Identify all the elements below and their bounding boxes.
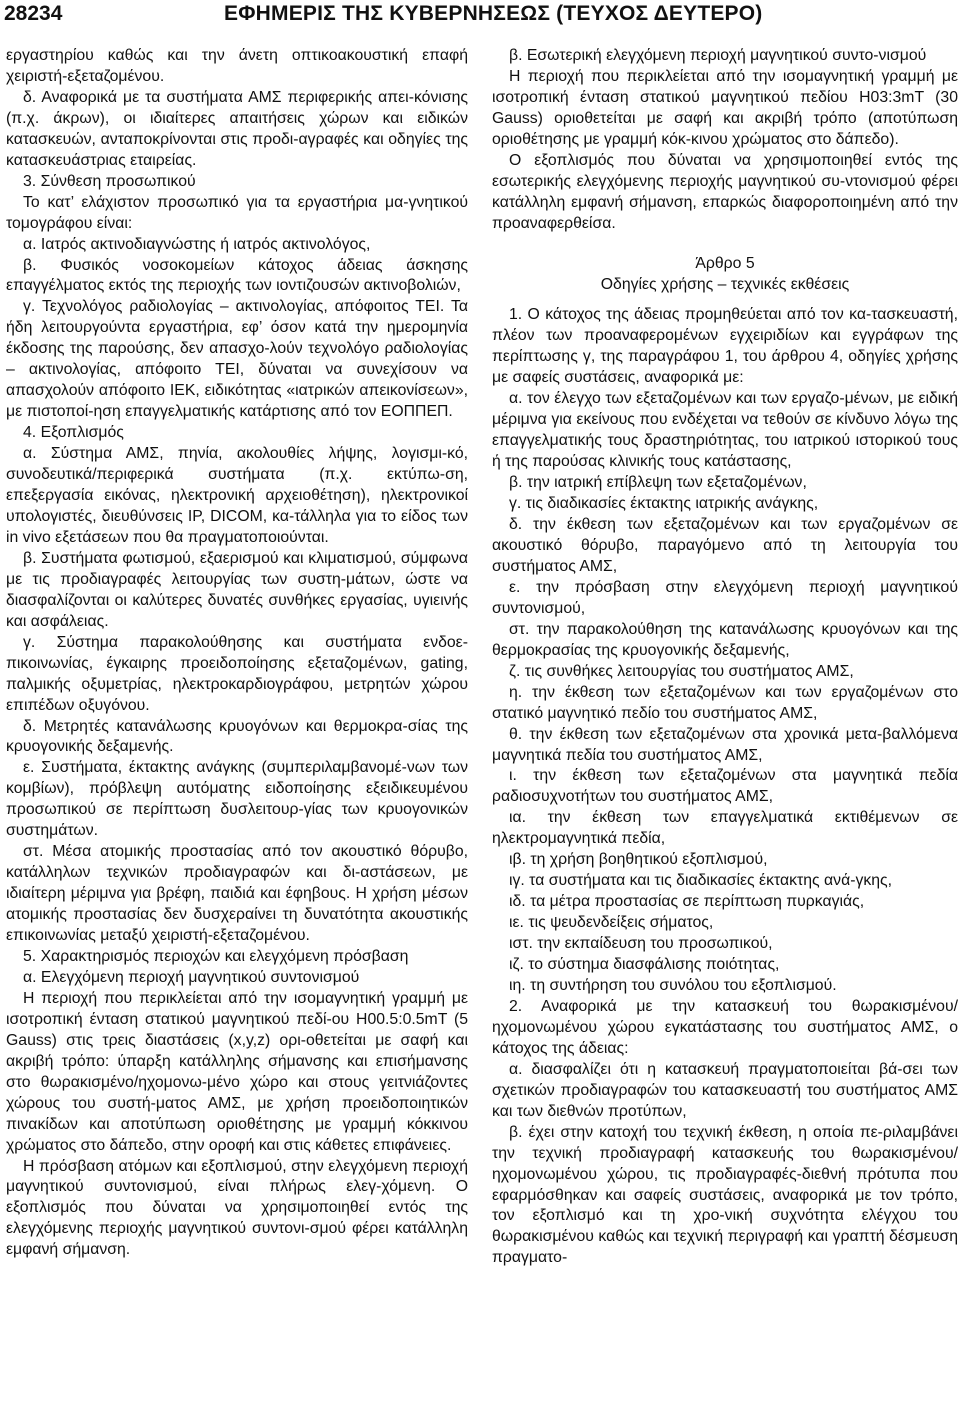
page-number: 28234 <box>4 2 63 25</box>
paragraph: η. την έκθεση των εξεταζομένων και των εργαζομένων στο στατικό μαγνητικό πεδίο του συστήματος ΑΜΣ, <box>492 683 958 722</box>
paragraph: ι. την έκθεση των εξεταζομένων στα μαγνητικά πεδία ραδιοσυχνοτήτων του συστήματος ΑΜΣ, <box>492 767 958 806</box>
paragraph: ιη. τη συντήρηση του συνόλου του εξοπλισμού. <box>509 976 837 994</box>
paragraph: β. την ιατρική επίβλεψη των εξεταζομένων, <box>509 474 807 492</box>
paragraph: γ. Τεχνολόγος ραδιολογίας – ακτινολογίας, απόφοιτος ΤΕΙ. Τα ήδη λειτουργούντα εργαστήρια, εφ’ όσον κατά την ημερομηνία έκδοσης της παρούσης, δεν απασχο-λούν τεχνολόγο ραδιολογίας – ακτινολογίας, απόφοιτο ΤΕΙ, δύναται να συνεχίσουν να απασχολούν απόφοιτο ΙΕΚ, ειδικότητας «ιατρικών απεικονίσεων», με πιστοποί-ηση επαγγελματικής κατάρτισης από τον ΕΟΠΠΕΠ. <box>6 298 468 421</box>
paragraph: στ. την παρακολούθηση της κατανάλωσης κρυογόνων και της θερμοκρασίας της κρυογονικής δεξαμενής, <box>492 620 958 659</box>
paragraph: ιε. τις ψευδενδείξεις σήματος, <box>509 914 714 932</box>
paragraph: Το κατ’ ελάχιστον προσωπικό για τα εργαστήρια μα-γνητικού τομογράφου είναι: <box>6 193 468 232</box>
paragraph: ιδ. τα μέτρα προστασίας σε περίπτωση πυρκαγιάς, <box>509 893 865 911</box>
paragraph: Η περιοχή που περικλείεται από την ισομαγνητική γραμμή με ισοτροπική ένταση στατικού μαγνητικού πεδί-ου H00.5:0.5mT (5 Gauss) στις τρεις διαστάσεις (x,y,z) ορι-οθετείται με σαφή και ακριβή τρόπο: ύπαρξη κατάλληλης σήμανσης και επισήμανσης στο θωρακισμένο/ηχομονω-μένο χώρο και στους γειτνιάζοντες χώρους του συστή-ματος ΑΜΣ, με χρήση προειδοποιητικών πινακίδων και αποτύπωση οριοθέτησης με γραμμή κόκκινου χρώματος στο δάπεδο, στην οροφή και στις κάθετες επιφάνειες. <box>6 989 468 1154</box>
paragraph: Η πρόσβαση ατόμων και εξοπλισμού, στην ελεγχόμενη περιοχή μαγνητικού συντονισμού, είναι πλήρως ελεγ-χόμενη. Ο εξοπλισμός που δύναται να χρησιμοποιηθεί εντός της ελεγχόμενης περιοχής μαγνητικού συντονι-σμού φέρει κατάλληλη εμφανή σήμανση. <box>6 1157 468 1259</box>
paragraph: 1. Ο κάτοχος της άδειας προμηθεύεται από τον κα-τασκευαστή, πλέον των προαναφερομένων εγχειριδίων και εγγράφων της περίπτωσης γ, της παραγράφου 1, του άρθρου 4, οδηγίες χρήσης με σαφείς συστάσεις, αναφορικά με: <box>492 306 958 387</box>
paragraph: γ. Σύστημα παρακολούθησης και συστήματα ενδοε-πικοινωνίας, έγκαιρης προειδοποίησης εξεταζομένων, gating, παλμικής οξυμετρίας, ηλεκτροκαρδιογράφου, μετρητών χώρου επιπέδων οξυγόνου. <box>6 633 468 714</box>
paragraph: α. τον έλεγχο των εξεταζομένων και των εργαζο-μένων, με ειδική μέριμνα για εκείνους που ενδέχεται να τεθούν σε κίνδυνο λόγω της επαγγελματικής τους δραστηριότητας, του ιατρικού ιστορικού τους ή της παρούσας κλινικής τους κατάστασης, <box>492 390 958 471</box>
paragraph: δ. την έκθεση των εξεταζομένων και των εργαζομένων σε ακουστικό θόρυβο, παραγόμενο από τη λειτουργία του συστήματος ΑΜΣ, <box>492 516 958 575</box>
paragraph: ζ. τις συνθήκες λειτουργίας του συστήματος ΑΜΣ, <box>509 662 854 680</box>
article-subheading: Οδηγίες χρήσης – τεχνικές εκθέσεις <box>600 275 850 293</box>
paragraph: δ. Αναφορικά με τα συστήματα ΑΜΣ περιφερικής απει-κόνισης (π.χ. άκρων), οι ιδιαίτερες απαιτήσεις χώρων και ειδικών κατασκευών, ανταποκρίνονται στις προδι-αγραφές και οδηγίες της κατασκευάστριας εταιρείας. <box>6 88 468 169</box>
paragraph: 5. Χαρακτηρισμός περιοχών και ελεγχόμενη πρόσβαση <box>23 947 409 965</box>
paragraph: θ. την έκθεση των εξεταζομένων στα χρονικά μετα-βαλλόμενα μαγνητικά πεδία του συστήματος ΑΜΣ, <box>492 725 958 764</box>
right-column-body <box>492 305 958 1269</box>
paragraph: ια. την έκθεση των επαγγελματικά εκτιθέμενων σε ηλεκτρομαγνητικά πεδία, <box>492 809 958 848</box>
paragraph: α. Ιατρός ακτινοδιαγνώστης ή ιατρός ακτινολόγος, <box>23 235 371 253</box>
right-column-intro <box>492 46 958 235</box>
article-heading: Άρθρο 5 <box>695 254 755 272</box>
paragraph: στ. Μέσα ατομικής προστασίας από τον ακουστικό θόρυβο, κατάλληλων τεχνικών προδιαγραφών και δι-αστάσεων, με ιδιαίτερη μέριμνα για βρέφη, παιδιά και έφηβους. Η χρήση μέσων ατομικής προστασίας δεν δυσχεραίνει τη δυνατότητα ακουστικής επικοινωνίας μεταξύ χειριστή-εξεταζομένου. <box>6 843 468 945</box>
page-header <box>0 0 960 40</box>
paragraph: α. διασφαλίζει ότι η κατασκευή πραγματοποιείται βά-σει των σχετικών προδιαγραφών του κατασκευαστή του συστήματος ΑΜΣ και των διεθνών προτύπων, <box>492 1060 958 1120</box>
paragraph: α. Σύστημα ΑΜΣ, πηνία, ακολουθίες λήψης, λογισμι-κό, συνοδευτικά/περιφερικά συστήματα (π.χ. εκτύπω-ση, επεξεργασία εικόνας, ηλεκτρονική αρχειοθέτηση), ηλεκτρονικοί υπολογιστές, διευθύνσεις IP, DICOM, κα-τάλληλα για το είδος των in vivo εξετάσεων που θα πραγματοποιούνται. <box>6 445 468 546</box>
paragraph: β. Φυσικός νοσοκομείων κάτοχος άδειας άσκησης επαγγέλματος εκτός της περιοχής των ιοντιζουσών ακτινοβολιών, <box>6 256 468 295</box>
paragraph: ε. Συστήματα, έκτακτης ανάγκης (συμπεριλαμβανομέ-νων των κομβίων), πρόβλεψη αυτόματης ειδοποίησης εξειδικευμένου προσωπικού σε περίπτωση δυσλειτουρ-γίας των κρυογονικών συστημάτων. <box>6 759 468 840</box>
paragraph: Η περιοχή που περικλείεται από την ισομαγνητική γραμμή με ισοτροπική ένταση στατικού μαγνητικού πεδίου H03:3mT (30 Gauss) οριοθετείται με σαφή και ακριβή τρόπο (αποτύπωση οριοθέτησης με γραμμή κόκ-κινου χρώματος στο δάπεδο). <box>492 67 958 148</box>
paragraph: α. Ελεγχόμενη περιοχή μαγνητικού συντονισμού <box>23 968 360 986</box>
paragraph: ε. την πρόσβαση στην ελεγχόμενη περιοχή μαγνητικού συντονισμού, <box>492 578 958 617</box>
paragraph: ιζ. το σύστημα διασφάλισης ποιότητας, <box>509 956 780 974</box>
left-column <box>6 46 468 1261</box>
paragraph: δ. Μετρητές κατανάλωσης κρυογόνων και θερμοκρα-σίας της κρυογονικής δεξαμενής. <box>6 717 468 756</box>
paragraph: β. Εσωτερική ελεγχόμενη περιοχή μαγνητικού συντο-νισμού <box>509 47 927 64</box>
paragraph: ιβ. τη χρήση βοηθητικού εξοπλισμού, <box>509 851 768 869</box>
paragraph: γ. τις διαδικασίες έκτακτης ιατρικής ανάγκης, <box>509 495 819 513</box>
right-column <box>492 46 958 1269</box>
paragraph: 4. Εξοπλισμός <box>23 424 124 442</box>
paragraph: 2. Αναφορικά με την κατασκευή του θωρακισμένου/ ηχομονωμένου χώρου εγκατάστασης του συστήματος ΑΜΣ, ο κάτοχος της άδειας: <box>492 997 958 1057</box>
paragraph: β. Συστήματα φωτισμού, εξαερισμού και κλιματισμού, σύμφωνα με τις προδιαγραφές λειτουργίας των συστη-μάτων, ώστε να διασφαλίζονται οι καλύτερες δυνατές συνθήκες εργασίας, υγιεινής και ασφάλειας. <box>6 549 468 630</box>
paragraph: εργαστηρίου καθώς και την άνετη οπτικοακουστική επαφή χειριστή-εξεταζομένου. <box>6 47 468 85</box>
paragraph: β. έχει στην κατοχή του τεχνική έκθεση, η οποία πε-ριλαμβάνει την τεχνική προδιαγραφή κατασκευής του θωρακισμένου/ηχομονωμένου χώρου, τις προδιαγραφές-διεθνή πρότυπα που εφαρμόσθηκαν και σαφείς συστάσεις, αναφορικά με τον τρόπο, τον εξοπλισμό και τη χρο-νική συχνότητα ελέγχου του θωρακισμένου καθώς και τεχνική περιγραφή και γραπτή δέσμευση πραγματο- <box>492 1123 958 1267</box>
gazette-title: ΕΦΗΜΕΡΙΣ ΤΗΣ ΚΥΒΕΡΝΗΣΕΩΣ (ΤΕΥΧΟΣ ΔΕΥΤΕΡΟ) <box>224 2 763 25</box>
paragraph: Ο εξοπλισμός που δύναται να χρησιμοποιηθεί εντός της εσωτερικής ελεγχόμενης περιοχής μαγνητικού συ-ντονισμού φέρει κατάλληλη εμφανή σήμανση, επαρκώς διαφοροποιημένη από την προαναφερθείσα. <box>492 151 958 232</box>
paragraph: ιστ. την εκπαίδευση του προσωπικού, <box>509 935 773 953</box>
paragraph: 3. Σύνθεση προσωπικού <box>23 172 196 190</box>
paragraph: ιγ. τα συστήματα και τις διαδικασίες έκτακτης ανά-γκης, <box>509 872 893 890</box>
